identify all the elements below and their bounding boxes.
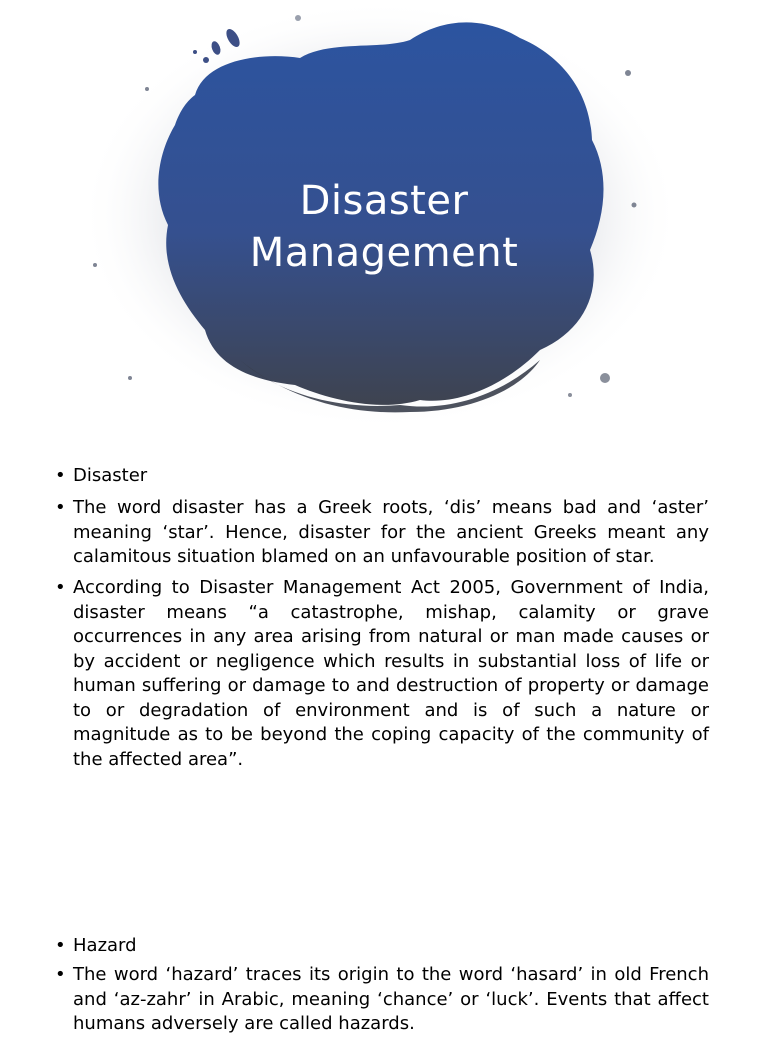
slide-title-line-1: Disaster — [299, 177, 469, 224]
bullet-item — [55, 464, 709, 489]
bullet-dot: • — [55, 465, 66, 486]
bullet-text: The word disaster has a Greek roots, ‘dis’ means bad and ‘aster’ meaning ‘star’. Hence, disaster for the ancient Greeks meant any calamitous situation blamed on an unfavourable position of star. — [73, 497, 709, 567]
bullet-text: The word ‘hazard’ traces its origin to the word ‘hasard’ in old French and ‘az-zahr’ in Arabic, meaning ‘chance’ or ‘luck’. Events that affect humans adversely are called hazards. — [73, 964, 709, 1034]
bullet-dot: • — [55, 577, 66, 598]
bullet-text: Hazard — [73, 935, 137, 956]
title-slide — [0, 0, 768, 432]
bullet-item — [55, 934, 709, 959]
content-slide — [0, 432, 768, 1034]
slide-title — [0, 175, 768, 279]
bullet-dot: • — [55, 935, 66, 956]
bullet-text: Disaster — [73, 465, 148, 486]
bullet-text: According to Disaster Management Act 2005, Government of India, disaster means “a catastrophe, mishap, calamity or grave occurrences in any area arising from natural or man made causes or by accident or negligence which results in substantial loss of life or human suffering or damage to and destruction of property or damage to or degradation of environment and is of such a nature or magnitude as to be beyond the coping capacity of the community of the affected area”. — [73, 577, 709, 770]
bullet-item — [55, 576, 709, 772]
bullet-item — [55, 963, 709, 1037]
slide-title-line-2: Management — [249, 229, 519, 276]
bullet-dot: • — [55, 497, 66, 518]
bullet-dot: • — [55, 964, 66, 985]
bullet-item — [55, 496, 709, 570]
